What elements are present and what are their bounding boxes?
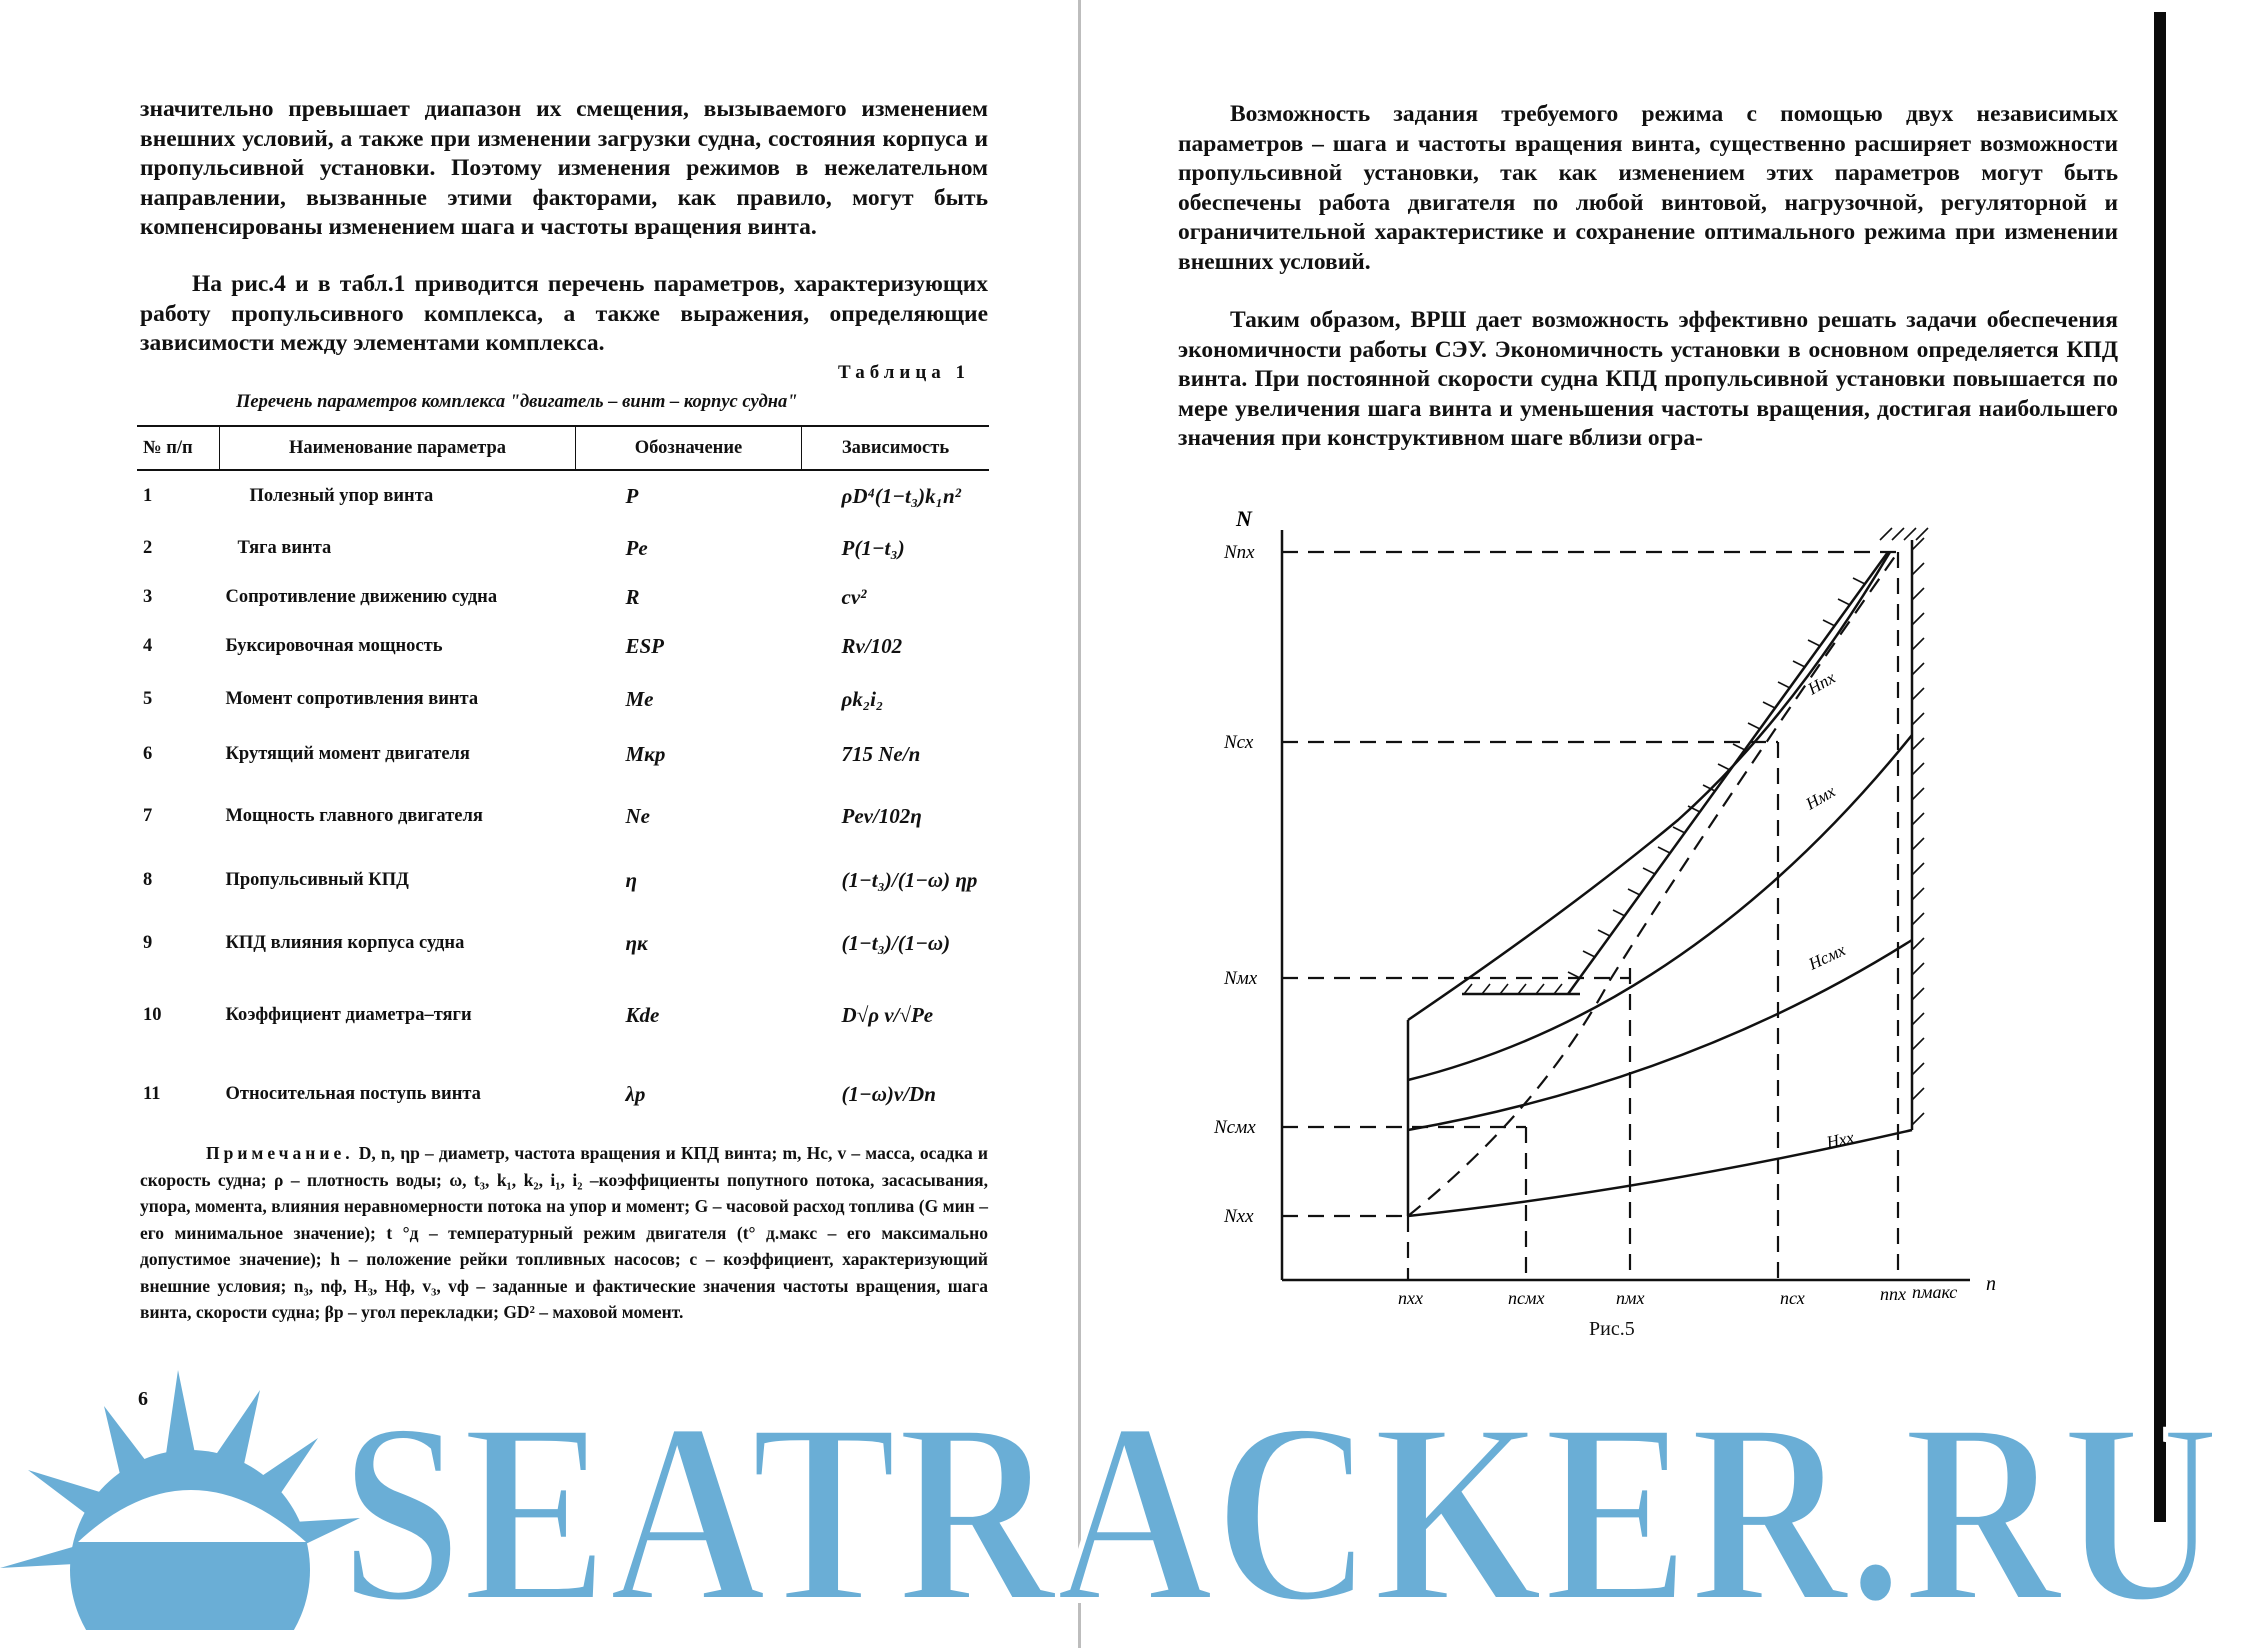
row-symbol: P (625, 484, 639, 508)
row-formula: P(1−t₃) (841, 535, 905, 560)
y-axis-label: N (1236, 506, 1252, 531)
table-row (137, 726, 989, 782)
row-name: КПД влияния корпуса судна (225, 932, 465, 953)
curve-hmx (1408, 735, 1912, 1080)
row-formula: (1−t₃)/(1−ω) ηp (841, 867, 978, 892)
x-tick-label: nмакс (1912, 1282, 1958, 1302)
row-formula: ρD⁴(1−t₃)k₁n² (841, 484, 961, 508)
limit-line-hatching (1464, 578, 1865, 994)
y-tick-label: Nпх (1224, 542, 1255, 563)
table-row (137, 620, 989, 672)
y-tick-labels (1213, 542, 1258, 1227)
header-number: № п/п (137, 426, 220, 470)
row-number: 10 (143, 1004, 162, 1025)
row-name: Пропульсивный КПД (225, 869, 409, 890)
table-row (137, 522, 989, 574)
table-row (137, 1054, 989, 1134)
row-name: Тяга винта (237, 537, 332, 558)
row-name: Сопротивление движению судна (225, 586, 498, 607)
y-tick-label: Nмх (1224, 968, 1258, 989)
table-row (137, 574, 989, 620)
x-tick-label: nсмх (1508, 1288, 1545, 1308)
row-symbol: Pе (625, 535, 648, 560)
row-symbol: ESP (625, 633, 665, 658)
x-tick-labels (1398, 1282, 1957, 1308)
row-symbol: Mкр (625, 741, 666, 766)
row-symbol: ηк (625, 930, 648, 955)
left-paragraph-1: значительно превышает диапазон их смещения, вызываемого изменением внешних условий, а также при изменении загрузки судна, состояния корпуса и пропульсивной установки. Поэтому изменения режимов в нежелательном направлении, вызванные этими факторами, как правило, могут быть компенсированы изменением шага и частоты вращения винта. (140, 96, 988, 240)
parameters-table (137, 425, 989, 1134)
note-text: D, n, ηp – диаметр, частота вращения и КПД винта; m, Hс, v – масса, осадка и скорость судна; ρ – плотность воды; ω, t₃, k₁, k₂, i₁, i₂ –коэффициенты попутного потока, засасывания, упора, момента, влияния неравномерности потока на упор и момент; G – часовой расход топлива (G мин – его минимальное значение); t °д – температурный режим двигателя (t° д.макс – его максимально допустимое значение); h – положение рейки топливных насосов; c – коэффициент, характеризующий внешние условия; n₃, nф, H₃, Hф, v₃, vф – заданные и фактические значения частоты вращения, шага винта, скорости судна; βp – угол перекладки; GD² – маховой момент. (140, 1143, 988, 1322)
header-name: Наименование параметра (220, 426, 576, 470)
row-name: Коэффициент диаметра–тяги (225, 1004, 472, 1025)
y-tick-label: Nсх (1224, 732, 1254, 753)
table-note (140, 1140, 988, 1326)
x-tick-label: nмх (1616, 1288, 1645, 1308)
row-formula: ρk₂i₂ (841, 686, 884, 711)
right-paragraph-2: Таким образом, ВРШ дает возможность эффективно решать задачи обеспечения экономичности работы СЭУ. Экономичность установки в основном определяется КПД винта. При постоянной скорости судна КПД пропульсивной установки повышается по мере увеличения шага винта и уменьшения частоты вращения, достигая наибольшего значения при конструктивном шаге вблизи огра- (1178, 307, 2118, 451)
row-number: 11 (143, 1083, 161, 1104)
y-tick-label: Nсмх (1214, 1117, 1256, 1138)
row-number: 4 (143, 635, 153, 656)
curve-label: Hсмх (1805, 940, 1849, 974)
row-formula: 715 Ne/n (841, 741, 921, 766)
table-row (137, 910, 989, 976)
row-name: Крутящий момент двигателя (225, 743, 470, 764)
row-formula: (1−t₃)/(1−ω) (841, 930, 951, 955)
row-symbol: η (625, 867, 638, 892)
figure-5-diagram (1090, 490, 2261, 1390)
curve-label: Hпх (1804, 667, 1839, 699)
characteristic-curves (1408, 552, 1912, 1216)
x-tick-label: nсх (1780, 1288, 1805, 1308)
row-name: Полезный упор винта (249, 486, 434, 506)
right-paragraph-1: Возможность задания требуемого режима с помощью двух независимых параметров – шага и частоты вращения винта, существенно расширяет возможности пропульсивной установки, так как изменением этих параметров могут быть обеспечены работа двигателя по любой винтовой, нагрузочной, регуляторной и ограничительной характеристике и сохранение оптимального режима при изменении внешних условий. (1178, 101, 2118, 275)
row-symbol: λp (625, 1081, 646, 1106)
table-title: Перечень параметров комплекса "двигатель – винт – корпус судна" (236, 392, 798, 412)
table-header-row (137, 426, 989, 470)
row-formula: (1−ω)v/Dn (841, 1081, 936, 1106)
row-number: 6 (143, 743, 153, 764)
row-number: 3 (143, 586, 153, 607)
sun-logo-icon (0, 1370, 360, 1630)
curve-labels (1802, 668, 1856, 1152)
reference-dashes (1282, 552, 1898, 1280)
row-symbol: Mе (625, 686, 654, 711)
row-number: 2 (143, 537, 153, 558)
table-caption: Таблица 1 (838, 362, 971, 383)
table-row (137, 470, 989, 522)
row-symbol: Kde (625, 1002, 660, 1027)
x-tick-label: nхх (1398, 1288, 1423, 1308)
row-number: 5 (143, 688, 153, 709)
row-formula: D√ρ v/√Pe (841, 1002, 934, 1027)
row-formula: cv² (841, 584, 867, 609)
row-number: 8 (143, 869, 153, 890)
row-name: Мощность главного двигателя (225, 805, 483, 826)
row-number: 1 (143, 486, 153, 506)
x-tick-label: nпх (1880, 1284, 1906, 1304)
top-limit-hatching (1880, 528, 1928, 540)
row-symbol: R (625, 584, 640, 609)
row-formula: Rv/102 (841, 633, 903, 658)
row-formula: Pev/102η (841, 803, 922, 828)
row-symbol: Ne (625, 803, 650, 828)
page-number: 6 (138, 1388, 148, 1410)
curve-label: Hхх (1824, 1127, 1856, 1152)
figure-caption: Рис.5 (1589, 1318, 1635, 1340)
table-row (137, 782, 989, 850)
note-label: Примечание. (206, 1143, 354, 1163)
table-row (137, 672, 989, 726)
row-number: 9 (143, 932, 153, 953)
watermark-text: SEATRACKER.RU (340, 1369, 2220, 1630)
left-paragraph-2: На рис.4 и в табл.1 приводится перечень параметров, характеризующих работу пропульсивного комплекса, а также выражения, определяющие зависимости между элементами комплекса. (140, 271, 988, 356)
row-name: Буксировочная мощность (225, 635, 443, 656)
row-name: Момент сопротивления винта (225, 688, 479, 709)
x-axis-label: n (1986, 1273, 1996, 1295)
max-speed-hatching (1912, 538, 1924, 1125)
header-symbol: Обозначение (576, 426, 802, 470)
row-name: Относительная поступь винта (225, 1083, 481, 1104)
row-number: 7 (143, 805, 153, 826)
y-tick-label: Nхх (1224, 1206, 1254, 1227)
seatracker-watermark (0, 1310, 2261, 1630)
curve-label: Hмх (1802, 781, 1839, 814)
table-row (137, 976, 989, 1054)
header-dependency: Зависимость (802, 426, 990, 470)
table-row (137, 850, 989, 910)
